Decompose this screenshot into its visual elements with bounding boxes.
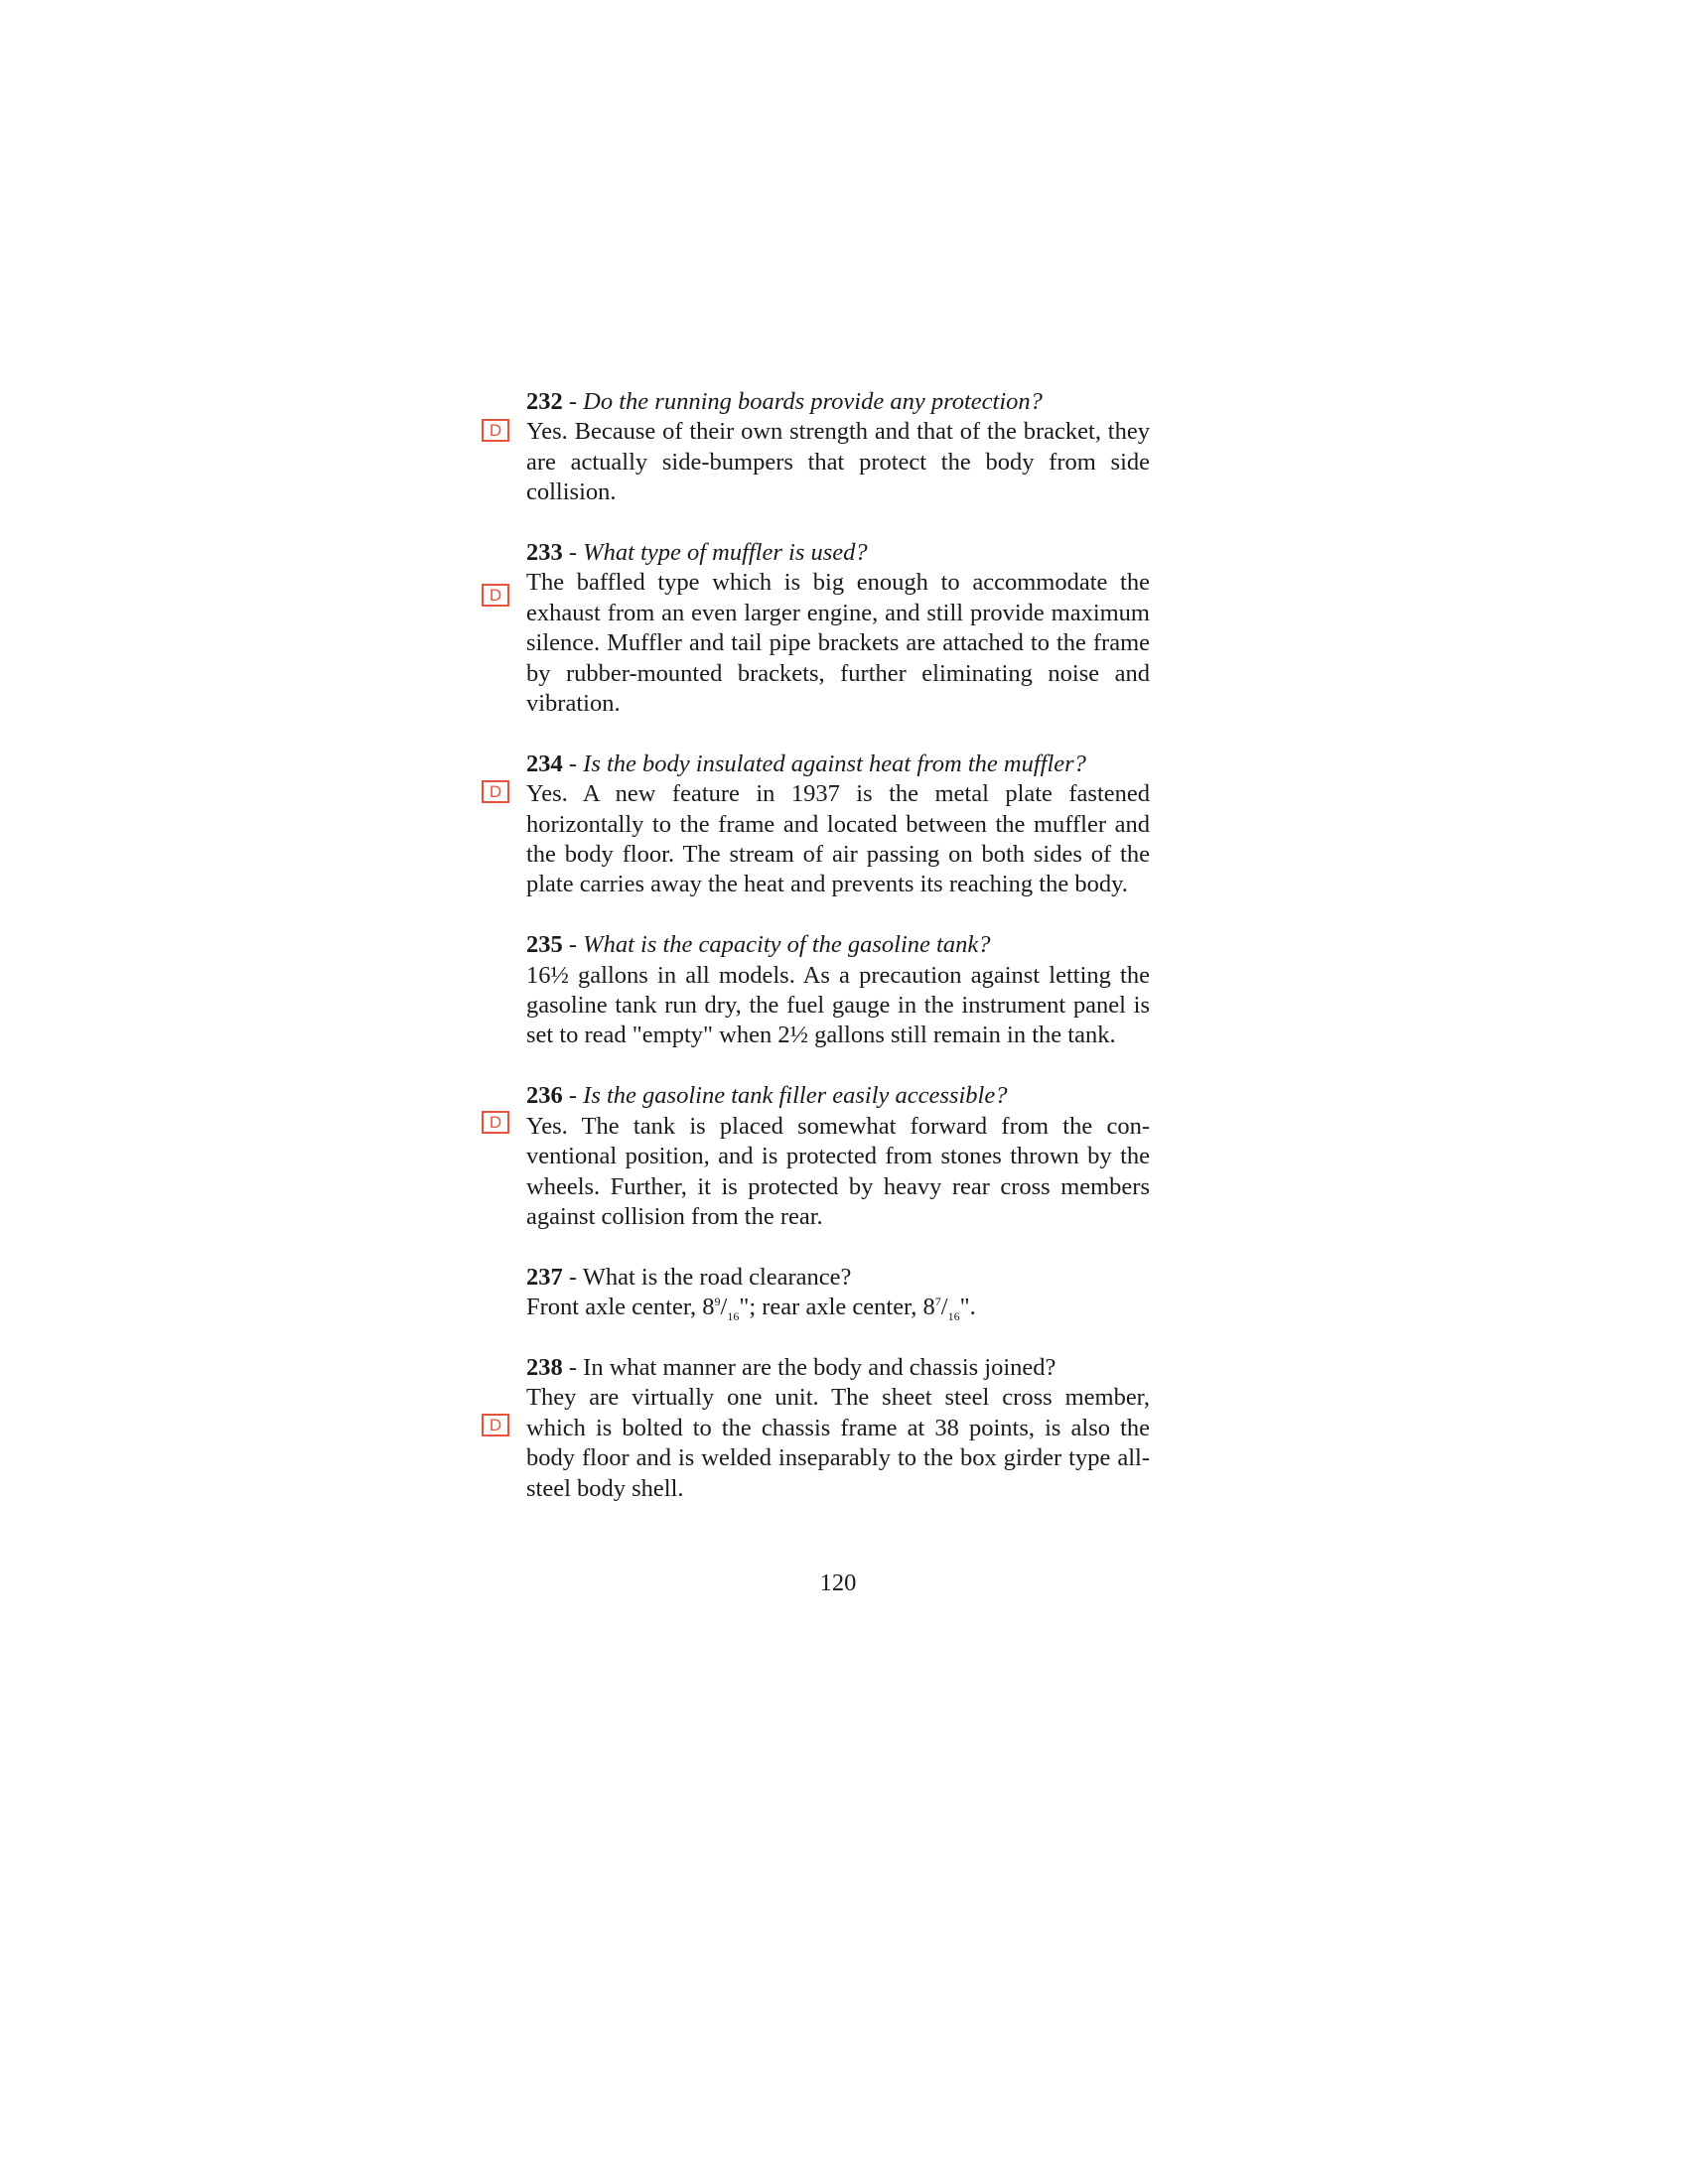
question-separator: - bbox=[562, 1082, 584, 1110]
question-number: 235 bbox=[526, 931, 563, 959]
answer-text: Yes. A new feature in 1937 is the metal plate fastened horizontally to the frame and located between the muffler and the body floor. The stream of air passing on both sides of the plate carries away the heat and prevents its reaching the body. bbox=[526, 780, 1150, 898]
question-number: 238 bbox=[526, 1353, 563, 1381]
qa-item-235 bbox=[526, 930, 1150, 1051]
rear-fraction-denominator: 16 bbox=[947, 1309, 960, 1323]
qa-item-236 bbox=[489, 1081, 1150, 1232]
question-number: 236 bbox=[526, 1082, 563, 1110]
answer-text: They are virtually one unit. The sheet steel cross member, which is bolted to the chassis frame at 38 points, is also the body floor and is welded inseparably to the box girder type all-steel body shell. bbox=[526, 1384, 1150, 1502]
qa-item-237 bbox=[526, 1263, 1150, 1323]
answer-text: Yes. Because of their own strength and that of the bracket, they are actually side-bumpers that protect the body from side collision. bbox=[526, 418, 1150, 506]
document-marker-icon[interactable]: D bbox=[482, 419, 509, 442]
question-separator: - bbox=[562, 931, 584, 959]
front-fraction-numerator: 9 bbox=[714, 1294, 721, 1308]
question-number: 233 bbox=[526, 539, 563, 567]
question-separator: - bbox=[562, 388, 584, 415]
answer-text: The baffled type which is big enough to accommodate the exhaust from an even larger engine, and still provide maximum silence. Muffler and tail pipe brackets are attached to the frame by rubber-mounted brackets, further eliminating noise and vibration. bbox=[526, 569, 1150, 718]
qa-item-233 bbox=[489, 538, 1150, 719]
question-number: 232 bbox=[526, 388, 563, 415]
question-line bbox=[526, 387, 1150, 417]
answer-text: Yes. The tank is placed somewhat forward from the conventional position, and is protected from stones thrown by the wheels. Further, it is protected by heavy rear cross members against collision from the rear. bbox=[526, 1112, 1150, 1230]
document-marker-icon[interactable]: D bbox=[482, 584, 509, 607]
question-separator: - bbox=[562, 1353, 584, 1381]
question-line bbox=[526, 538, 1150, 568]
question-text: What is the capacity of the gasoline tank? bbox=[583, 931, 991, 959]
question-line bbox=[526, 1263, 1150, 1293]
document-marker-icon[interactable]: D bbox=[482, 1111, 509, 1134]
text-column bbox=[489, 387, 1150, 1504]
question-text: Is the body insulated against heat from the muffler? bbox=[583, 750, 1086, 777]
front-label: Front axle center, 8 bbox=[526, 1294, 715, 1321]
question-text: Do the running boards provide any protection? bbox=[583, 388, 1043, 415]
question-separator: - bbox=[562, 1263, 583, 1291]
question-line bbox=[526, 930, 1150, 960]
document-marker-icon[interactable]: D bbox=[482, 780, 509, 803]
question-text: What type of muffler is used? bbox=[583, 539, 868, 567]
question-line bbox=[526, 1353, 1150, 1383]
front-fraction-denominator: 16 bbox=[727, 1309, 740, 1323]
question-line bbox=[526, 1081, 1150, 1111]
qa-item-232 bbox=[489, 387, 1150, 508]
question-number: 237 bbox=[526, 1263, 563, 1291]
question-number: 234 bbox=[526, 750, 563, 777]
question-text: In what manner are the body and chassis joined? bbox=[583, 1353, 1056, 1381]
question-line bbox=[526, 750, 1150, 779]
question-text: What is the road clearance? bbox=[582, 1263, 852, 1291]
qa-item-234 bbox=[489, 750, 1150, 900]
end-text: ". bbox=[959, 1294, 976, 1321]
question-text: Is the gasoline tank filler easily accessible? bbox=[583, 1082, 1008, 1110]
qa-item-238 bbox=[489, 1353, 1150, 1504]
document-marker-icon[interactable]: D bbox=[482, 1414, 509, 1436]
answer-text: Front axle center, $8^9/_{16}$"; rear axle center, $8^7/_{16}$". bbox=[526, 1294, 976, 1323]
page-number: 120 bbox=[819, 1570, 857, 1596]
middle-text: "; rear axle center, 8 bbox=[739, 1294, 935, 1321]
answer-text: 16½ gallons in all models. As a precaution against letting the gasoline tank run dry, the fuel gauge in the instrument panel is set to read "empty" when 2½ gallons still remain in the tank. bbox=[526, 961, 1150, 1049]
rear-fraction-numerator: 7 bbox=[934, 1294, 941, 1308]
question-separator: - bbox=[562, 539, 584, 567]
question-separator: - bbox=[562, 750, 584, 777]
